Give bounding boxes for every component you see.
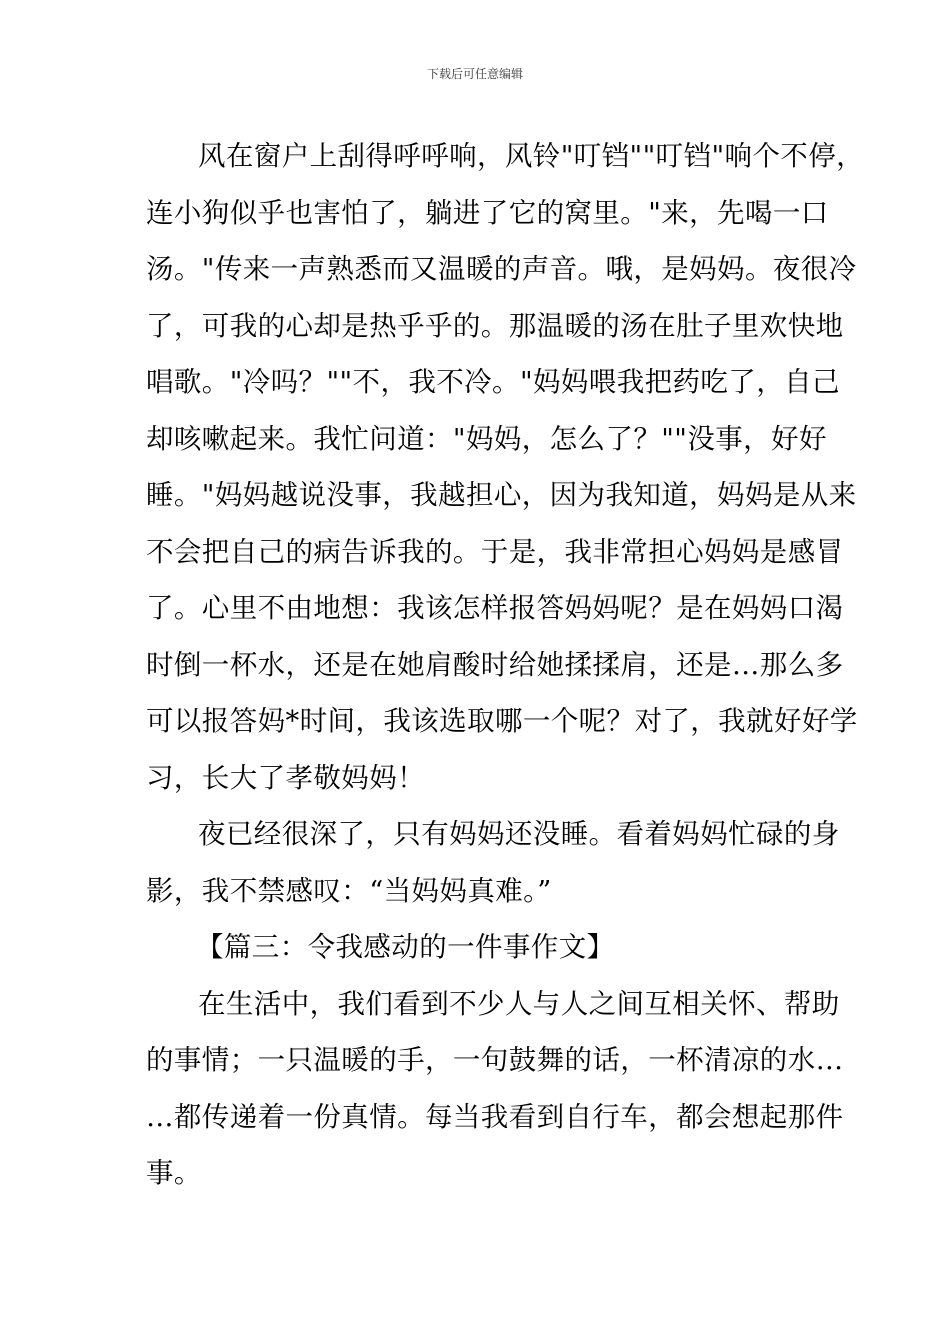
paragraph-line: 了，可我的心却是热乎乎的。那温暖的汤在肚子里欢快地 — [146, 309, 844, 342]
paragraph-line: 却咳嗽起来。我忙问道："妈妈，怎么了？""没事，好好 — [146, 422, 827, 455]
paragraph-line: 影，我不禁感叹：“当妈妈真难。” — [146, 874, 552, 907]
document-body — [146, 128, 864, 1202]
paragraph-line: 连小狗似乎也害怕了，躺进了它的窝里。"来，先喝一口 — [146, 196, 829, 229]
paragraph-line: 夜已经很深了，只有妈妈还没睡。看着妈妈忙碌的身 — [198, 818, 840, 850]
paragraph-line: 汤。"传来一声熟悉而又温暖的声音。哦，是妈妈。夜很冷 — [146, 253, 857, 285]
paragraph-line: 不会把自己的病告诉我的。于是，我非常担心妈妈是感冒 — [146, 535, 844, 568]
paragraph-line: 习，长大了孝敬妈妈！ — [146, 761, 425, 794]
page-header: 下载后可任意编辑 — [426, 67, 523, 81]
paragraph-line: 时倒一杯水，还是在她肩酸时给她揉揉肩，还是…那么多 — [146, 648, 844, 681]
paragraph-line: 的事情；一只温暖的手，一句鼓舞的话，一杯清凉的水… — [146, 1044, 844, 1076]
paragraph-line: 了。心里不由地想：我该怎样报答妈妈呢？是在妈妈口渴 — [146, 592, 844, 624]
paragraph-line: …都传递着一份真情。每当我看到自行车，都会想起那件 — [146, 1100, 844, 1133]
section-heading: 【篇三：令我感动的一件事作文】 — [196, 931, 615, 963]
paragraph-line: 风在窗户上刮得呼呼响，风铃"叮铛""叮铛"响个不停， — [198, 140, 864, 172]
paragraph-line: 事。 — [146, 1157, 202, 1189]
paragraph-line: 睡。"妈妈越说没事，我越担心，因为我知道，妈妈是从来 — [146, 479, 857, 511]
paragraph-line: 在生活中，我们看到不少人与人之间互相关怀、帮助 — [198, 987, 840, 1020]
paragraph-line: 唱歌。"冷吗？""不，我不冷。"妈妈喂我把药吃了，自己 — [146, 366, 840, 398]
paragraph-line: 可以报答妈*时间，我该选取哪一个呢？对了，我就好好学 — [146, 705, 858, 737]
